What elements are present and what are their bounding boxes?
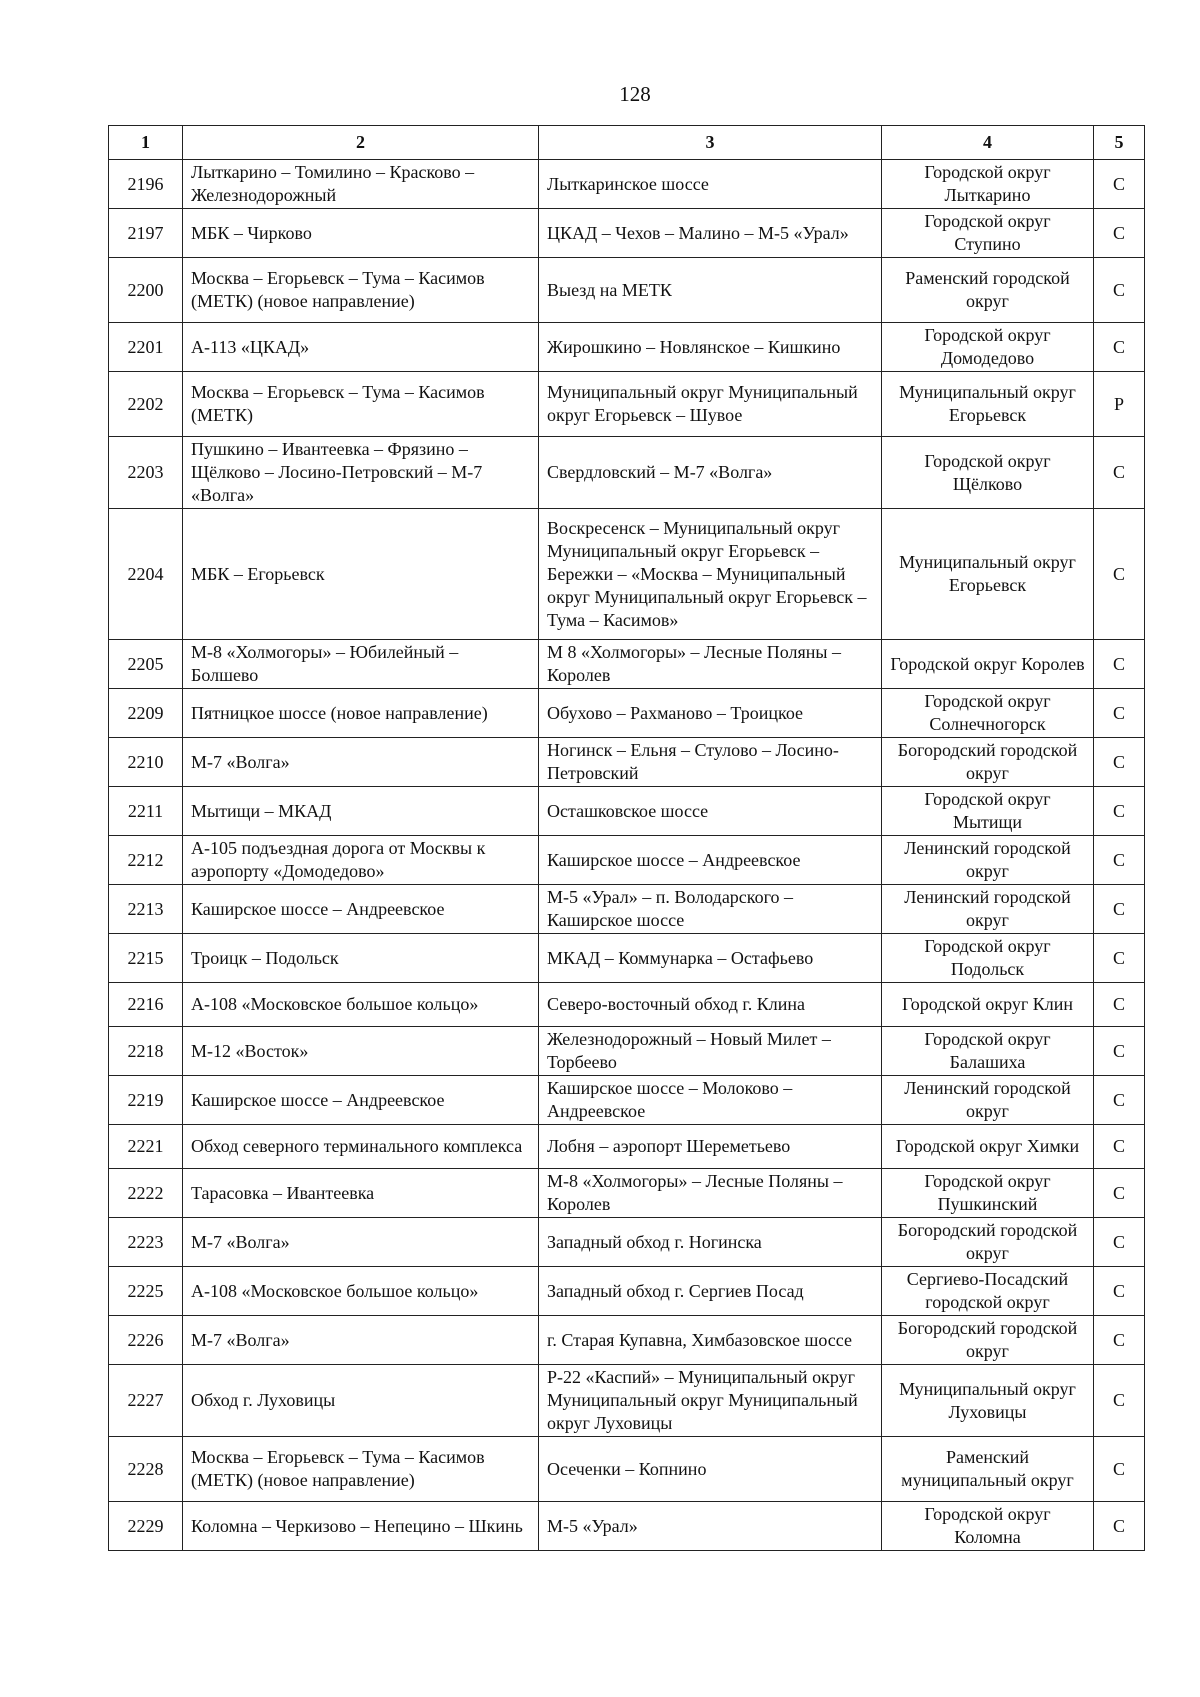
category-code: С: [1094, 323, 1145, 372]
table-row: [109, 1437, 1145, 1502]
table-row: [109, 323, 1145, 372]
category-code: С: [1094, 437, 1145, 509]
route-name: М-7 «Волга»: [183, 738, 539, 787]
municipal-district: Городской округ Балашиха: [882, 1027, 1094, 1076]
municipal-district: Муниципальный округ Егорьевск: [882, 372, 1094, 437]
route-section: Каширское шоссе – Молоково – Андреевское: [539, 1076, 882, 1125]
route-section: Осеченки – Копнино: [539, 1437, 882, 1502]
route-section: Р-22 «Каспий» – Муниципальный округ Муниципальный округ Муниципальный округ Луховицы: [539, 1365, 882, 1437]
route-section: Лобня – аэропорт Шереметьево: [539, 1125, 882, 1169]
routes-table: [108, 125, 1145, 1551]
header-col-3: 3: [539, 126, 882, 160]
row-number: 2226: [109, 1316, 183, 1365]
category-code: С: [1094, 640, 1145, 689]
category-code: С: [1094, 1437, 1145, 1502]
municipal-district: Ленинский городской округ: [882, 885, 1094, 934]
category-code: С: [1094, 1365, 1145, 1437]
route-section: Каширское шоссе – Андреевское: [539, 836, 882, 885]
row-number: 2203: [109, 437, 183, 509]
table-row: [109, 1316, 1145, 1365]
route-section: М-5 «Урал»: [539, 1502, 882, 1551]
header-col-2: 2: [183, 126, 539, 160]
header-row: [109, 126, 1145, 160]
route-section: Западный обход г. Сергиев Посад: [539, 1267, 882, 1316]
category-code: С: [1094, 1125, 1145, 1169]
route-section: Ногинск – Ельня – Стулово – Лосино-Петровский: [539, 738, 882, 787]
route-section: Железнодорожный – Новый Милет – Торбеево: [539, 1027, 882, 1076]
table-row: [109, 1365, 1145, 1437]
table-row: [109, 934, 1145, 983]
route-name: Обход г. Луховицы: [183, 1365, 539, 1437]
table-row: [109, 885, 1145, 934]
route-section: М-5 «Урал» – п. Володарского – Каширское шоссе: [539, 885, 882, 934]
route-name: М-12 «Восток»: [183, 1027, 539, 1076]
header-col-1: 1: [109, 126, 183, 160]
route-name: Тарасовка – Ивантеевка: [183, 1169, 539, 1218]
municipal-district: Городской округ Клин: [882, 983, 1094, 1027]
row-number: 2215: [109, 934, 183, 983]
route-name: А-113 «ЦКАД»: [183, 323, 539, 372]
route-section: Осташковское шоссе: [539, 787, 882, 836]
route-section: Свердловский – М-7 «Волга»: [539, 437, 882, 509]
route-name: Коломна – Черкизово – Непецино – Шкинь: [183, 1502, 539, 1551]
route-section: Лыткаринское шоссе: [539, 160, 882, 209]
route-section: МКАД – Коммунарка – Остафьево: [539, 934, 882, 983]
route-name: Москва – Егорьевск – Тума – Касимов (МЕТК) (новое направление): [183, 258, 539, 323]
header-col-5: 5: [1094, 126, 1145, 160]
route-name: Каширское шоссе – Андреевское: [183, 885, 539, 934]
table-row: [109, 640, 1145, 689]
route-name: Пушкино – Ивантеевка – Фрязино – Щёлково – Лосино-Петровский – М-7 «Волга»: [183, 437, 539, 509]
row-number: 2221: [109, 1125, 183, 1169]
category-code: С: [1094, 885, 1145, 934]
route-name: Троицк – Подольск: [183, 934, 539, 983]
municipal-district: Муниципальный округ Егорьевск: [882, 509, 1094, 640]
row-number: 2216: [109, 983, 183, 1027]
route-section: М 8 «Холмогоры» – Лесные Поляны – Королев: [539, 640, 882, 689]
category-code: С: [1094, 787, 1145, 836]
municipal-district: Городской округ Подольск: [882, 934, 1094, 983]
row-number: 2196: [109, 160, 183, 209]
route-name: Лыткарино – Томилино – Красково – Железнодорожный: [183, 160, 539, 209]
municipal-district: Городской округ Королев: [882, 640, 1094, 689]
municipal-district: Богородский городской округ: [882, 738, 1094, 787]
route-name: А-105 подъездная дорога от Москвы к аэропорту «Домодедово»: [183, 836, 539, 885]
route-name: А-108 «Московское большое кольцо»: [183, 1267, 539, 1316]
row-number: 2204: [109, 509, 183, 640]
route-name: Каширское шоссе – Андреевское: [183, 1076, 539, 1125]
municipal-district: Сергиево-Посадский городской округ: [882, 1267, 1094, 1316]
row-number: 2201: [109, 323, 183, 372]
municipal-district: Ленинский городской округ: [882, 836, 1094, 885]
row-number: 2212: [109, 836, 183, 885]
route-name: Москва – Егорьевск – Тума – Касимов (МЕТК): [183, 372, 539, 437]
table-row: [109, 1027, 1145, 1076]
municipal-district: Городской округ Ступино: [882, 209, 1094, 258]
municipal-district: Городской округ Мытищи: [882, 787, 1094, 836]
table-row: [109, 1076, 1145, 1125]
row-number: 2197: [109, 209, 183, 258]
row-number: 2202: [109, 372, 183, 437]
route-section: Обухово – Рахманово – Троицкое: [539, 689, 882, 738]
municipal-district: Раменский городской округ: [882, 258, 1094, 323]
row-number: 2213: [109, 885, 183, 934]
route-name: Москва – Егорьевск – Тума – Касимов (МЕТК) (новое направление): [183, 1437, 539, 1502]
route-name: Мытищи – МКАД: [183, 787, 539, 836]
route-name: А-108 «Московское большое кольцо»: [183, 983, 539, 1027]
page-number: 128: [619, 82, 651, 106]
municipal-district: Ленинский городской округ: [882, 1076, 1094, 1125]
category-code: С: [1094, 689, 1145, 738]
row-number: 2200: [109, 258, 183, 323]
category-code: С: [1094, 836, 1145, 885]
route-name: Обход северного терминального комплекса: [183, 1125, 539, 1169]
municipal-district: Городской округ Коломна: [882, 1502, 1094, 1551]
row-number: 2218: [109, 1027, 183, 1076]
row-number: 2228: [109, 1437, 183, 1502]
table-row: [109, 437, 1145, 509]
municipal-district: Богородский городской округ: [882, 1316, 1094, 1365]
row-number: 2219: [109, 1076, 183, 1125]
row-number: 2205: [109, 640, 183, 689]
municipal-district: Муниципальный округ Луховицы: [882, 1365, 1094, 1437]
row-number: 2222: [109, 1169, 183, 1218]
route-name: МБК – Чирково: [183, 209, 539, 258]
table-row: [109, 509, 1145, 640]
row-number: 2225: [109, 1267, 183, 1316]
row-number: 2223: [109, 1218, 183, 1267]
municipal-district: Городской округ Пушкинский: [882, 1169, 1094, 1218]
table-row: [109, 258, 1145, 323]
municipal-district: Богородский городской округ: [882, 1218, 1094, 1267]
route-name: Пятницкое шоссе (новое направление): [183, 689, 539, 738]
municipal-district: Городской округ Домодедово: [882, 323, 1094, 372]
route-section: ЦКАД – Чехов – Малино – М-5 «Урал»: [539, 209, 882, 258]
route-name: М-7 «Волга»: [183, 1316, 539, 1365]
route-section: М-8 «Холмогоры» – Лесные Поляны – Королев: [539, 1169, 882, 1218]
municipal-district: Городской округ Лыткарино: [882, 160, 1094, 209]
route-name: М-8 «Холмогоры» – Юбилейный – Болшево: [183, 640, 539, 689]
route-section: Западный обход г. Ногинска: [539, 1218, 882, 1267]
category-code: С: [1094, 1076, 1145, 1125]
table-row: [109, 1218, 1145, 1267]
route-section: Выезд на МЕТК: [539, 258, 882, 323]
category-code: С: [1094, 1316, 1145, 1365]
route-name: М-7 «Волга»: [183, 1218, 539, 1267]
category-code: С: [1094, 1169, 1145, 1218]
municipal-district: Раменский муниципальный округ: [882, 1437, 1094, 1502]
route-name: МБК – Егорьевск: [183, 509, 539, 640]
row-number: 2210: [109, 738, 183, 787]
category-code: С: [1094, 509, 1145, 640]
category-code: С: [1094, 1027, 1145, 1076]
category-code: С: [1094, 983, 1145, 1027]
category-code: С: [1094, 1267, 1145, 1316]
route-section: г. Старая Купавна, Химбазовское шоссе: [539, 1316, 882, 1365]
table-row: [109, 1169, 1145, 1218]
category-code: С: [1094, 1502, 1145, 1551]
category-code: С: [1094, 934, 1145, 983]
table-row: [109, 836, 1145, 885]
municipal-district: Городской округ Солнечногорск: [882, 689, 1094, 738]
table-row: [109, 160, 1145, 209]
category-code: С: [1094, 160, 1145, 209]
table-row: [109, 983, 1145, 1027]
table-row: [109, 689, 1145, 738]
table-row: [109, 1125, 1145, 1169]
category-code: С: [1094, 258, 1145, 323]
municipal-district: Городской округ Щёлково: [882, 437, 1094, 509]
route-section: Северо-восточный обход г. Клина: [539, 983, 882, 1027]
table-row: [109, 209, 1145, 258]
table-row: [109, 1502, 1145, 1551]
row-number: 2211: [109, 787, 183, 836]
row-number: 2209: [109, 689, 183, 738]
category-code: Р: [1094, 372, 1145, 437]
category-code: С: [1094, 738, 1145, 787]
table-row: [109, 787, 1145, 836]
row-number: 2229: [109, 1502, 183, 1551]
table-row: [109, 1267, 1145, 1316]
category-code: С: [1094, 1218, 1145, 1267]
route-section: Воскресенск – Муниципальный округ Муниципальный округ Егорьевск – Бережки – «Москва – Муниципальный округ Муниципальный округ Егорьевск – Тума – Касимов»: [539, 509, 882, 640]
table-row: [109, 372, 1145, 437]
route-section: Жирошкино – Новлянское – Кишкино: [539, 323, 882, 372]
table-row: [109, 738, 1145, 787]
category-code: С: [1094, 209, 1145, 258]
row-number: 2227: [109, 1365, 183, 1437]
route-section: Муниципальный округ Муниципальный округ Егорьевск – Шувое: [539, 372, 882, 437]
municipal-district: Городской округ Химки: [882, 1125, 1094, 1169]
header-col-4: 4: [882, 126, 1094, 160]
